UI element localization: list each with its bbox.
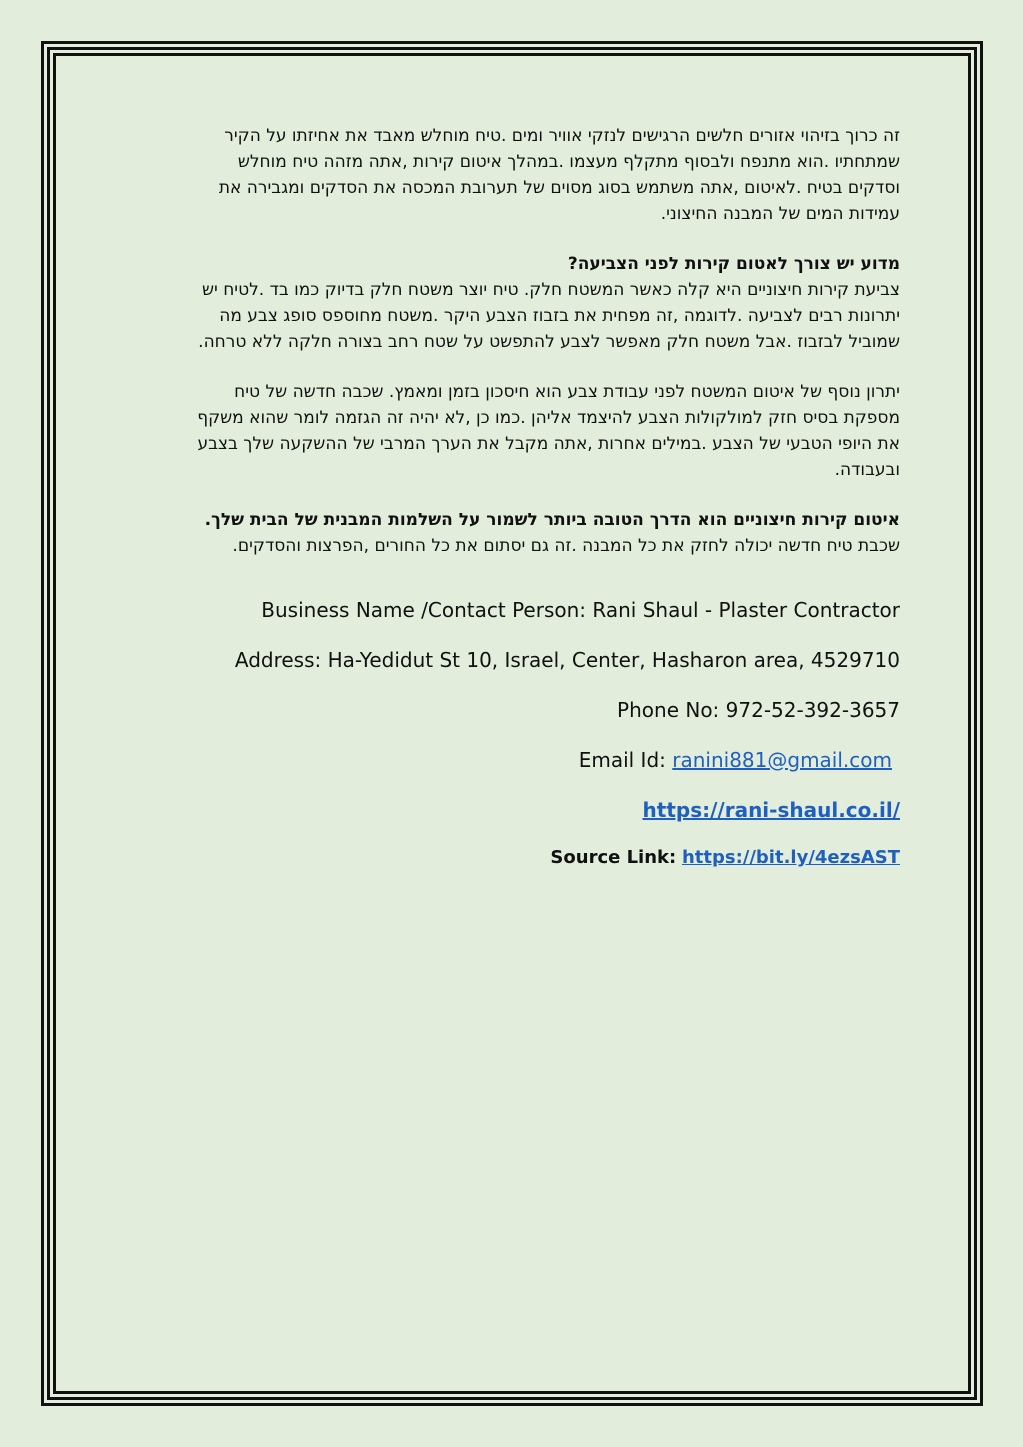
website-link[interactable]: https://rani-shaul.co.il/ (642, 798, 900, 822)
contact-email-line (579, 747, 892, 773)
paragraph-why-seal (120, 251, 900, 355)
paragraph-line: שכבת טיח חדשה יכולה לחזק את כל המבנה .זה גם יסתום את כל החורים ,הפרצות והסדקים. (232, 536, 900, 556)
contact-address: Address: Ha-Yedidut St 10, Israel, Center, Hasharon area, 4529710 (234, 648, 900, 672)
paragraph-conclusion (120, 507, 900, 559)
source-link[interactable]: https://bit.ly/4ezsAST (681, 847, 900, 868)
paragraph-advantage (120, 379, 900, 483)
source-label: Source Link: (550, 847, 677, 868)
contact-phone: Phone No: 972-52-392-3657 (617, 698, 900, 722)
contact-source-line (550, 845, 900, 871)
paragraph-line: זה כרוך בזיהוי אזורים חלשים הרגישים לנזקי אוויר ומים .טיח מוחלש מאבד את אחיזתו על הקיר (224, 126, 900, 146)
paragraph-line: וסדקים בטיח .לאיטום ,אתה משתמש בסוג מסוים של תערובת המכסה את הסדקים ומגבירה את (218, 178, 900, 198)
paragraph-line: צביעת קירות חיצוניים היא קלה כאשר המשטח חלק. טיח יוצר משטח חלק בדיוק כמו בד .לטיח יש (201, 280, 900, 300)
contact-website-line (643, 797, 900, 823)
paragraph-line: עמידות המים של המבנה החיצוני. (660, 204, 900, 224)
email-label: Email Id: (578, 748, 666, 772)
paragraph-line: שמוביל לבזבוז .אבל משטח חלק מאפשר לצבע להתפשט על שטח רחב בצורה חלקה ללא טרחה. (198, 332, 900, 352)
paragraph-line: יתרונות רבים לצביעה .לדוגמה ,זה מפחית את בזבוז הצבע היקר .משטח מחוספס סופג צבע מה (219, 306, 900, 326)
paragraph-line: את היופי הטבעי של הצבע .במילים אחרות ,אתה מקבל את הערך המרבי של ההשקעה שלך בצבע (197, 434, 900, 454)
paragraph-line: ובעבודה. (834, 460, 900, 480)
paragraph-line: מספקת בסיס חזק למולקולות הצבע להיצמד אליהן .כמו כן ,לא יהיה זה הגזמה לומר שהוא משקף (197, 408, 900, 428)
paragraph-line: שמתחתיו .הוא מתנפח ולבסוף מתקלף מעצמו .במהלך איטום קירות ,אתה מזהה טיח מוחלש (237, 152, 900, 172)
paragraph-line: יתרון נוסף של איטום המשטח לפני עבודת צבע הוא חיסכון בזמן ומאמץ. שכבה חדשה של טיח (234, 382, 900, 402)
section-heading: איטום קירות חיצוניים הוא הדרך הטובה ביותר לשמור על השלמות המבנית של הבית שלך. (204, 510, 900, 530)
contact-business-name: Business Name /Contact Person: Rani Shaul - Plaster Contractor (261, 598, 900, 622)
document-body (120, 123, 900, 883)
paragraph-intro (120, 123, 900, 227)
section-heading: מדוע יש צורך לאטום קירות לפני הצביעה? (567, 254, 900, 274)
email-link[interactable]: ranini881@gmail.com (672, 748, 892, 772)
